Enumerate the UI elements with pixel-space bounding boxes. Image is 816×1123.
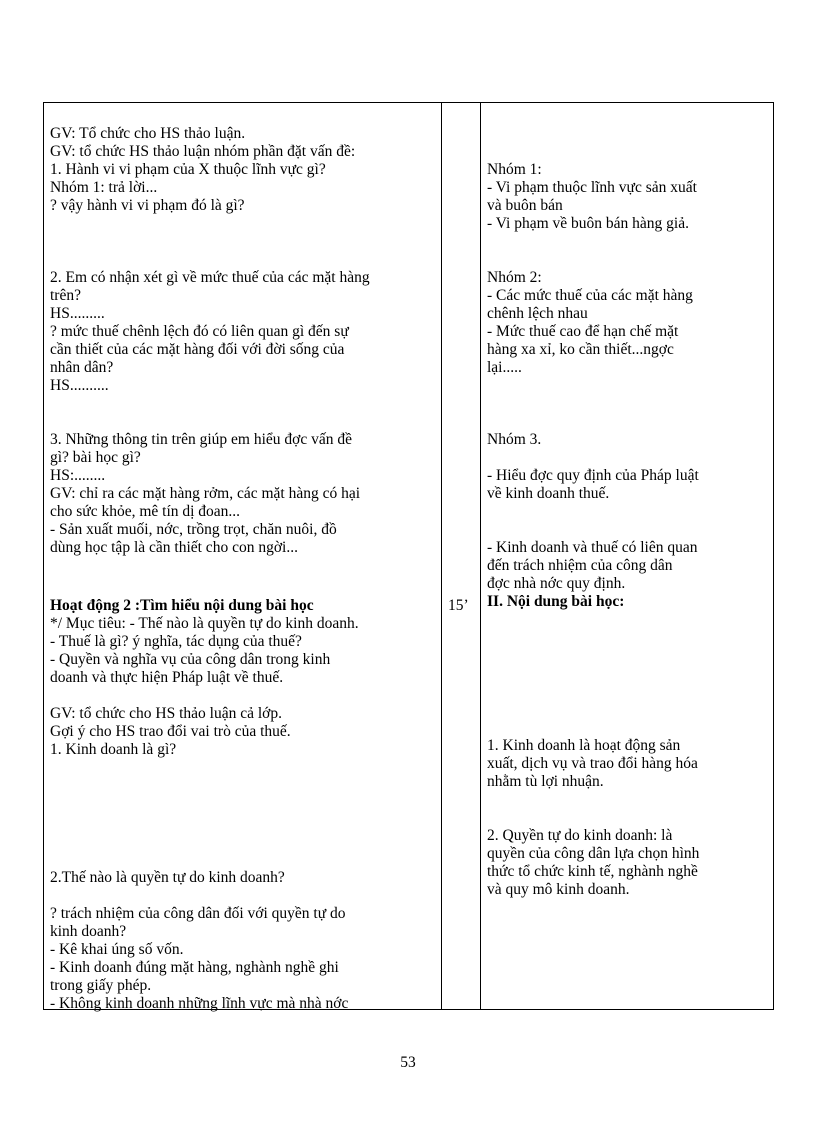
teacher-activity-line: - Kinh doanh đúng mặt hàng, nghành nghề ghi — [50, 959, 339, 976]
content-line: - Vi phạm về buôn bán hàng giả. — [487, 215, 689, 232]
content-line: - Hiểu đợc quy định của Pháp luật — [487, 467, 699, 484]
content-line: chênh lệch nhau — [487, 305, 588, 322]
content-line: đến trách nhiệm của công dân — [487, 557, 673, 574]
content-line: - Kinh doanh và thuế có liên quan — [487, 539, 698, 556]
teacher-activity-line: - Thuế là gì? ý nghĩa, tác dụng của thuế? — [50, 633, 302, 650]
teacher-activity-line: - Quyền và nghĩa vụ của công dân trong kinh — [50, 651, 331, 668]
teacher-activity-line: */ Mục tiêu: - Thế nào là quyền tự do kinh doanh. — [50, 615, 359, 632]
teacher-activity-line: GV: tổ chức HS thảo luận nhóm phần đặt vấn đề: — [50, 143, 356, 160]
content-line: nhằm tù lợi nhuận. — [487, 773, 604, 790]
content-line: Nhóm 2: — [487, 269, 542, 286]
teacher-activity-line: kinh doanh? — [50, 923, 127, 940]
content-line: đợc nhà nớc quy định. — [487, 575, 626, 592]
teacher-activity-line: HS:........ — [50, 467, 106, 484]
teacher-activity-line: gì? bài học gì? — [50, 449, 141, 466]
teacher-activity-line: ? vậy hành vi vi phạm đó là gì? — [50, 197, 245, 214]
content-line: về kinh doanh thuế. — [487, 485, 610, 502]
teacher-activity-line: 1. Hành vi vi phạm của X thuộc lĩnh vực gì? — [50, 161, 326, 178]
content-line: lại..... — [487, 359, 522, 376]
teacher-activity-line: Nhóm 1: trả lời... — [50, 179, 158, 196]
teacher-activity-line: 2. Em có nhận xét gì về mức thuế của các mặt hàng — [50, 269, 370, 286]
content-line: và buôn bán — [487, 197, 563, 214]
content-line: 1. Kinh doanh là hoạt động sản — [487, 737, 681, 754]
teacher-activity-line: 2.Thế nào là quyền tự do kinh doanh? — [50, 869, 285, 886]
teacher-activity-line: doanh và thực hiện Pháp luật về thuế. — [50, 669, 284, 686]
teacher-activity-line: HS.......... — [50, 377, 109, 394]
page-number: 53 — [400, 1054, 416, 1071]
content-line: Nhóm 1: — [487, 161, 542, 178]
teacher-activity-line: GV: Tổ chức cho HS thảo luận. — [50, 125, 246, 142]
teacher-activity-line: HS......... — [50, 305, 105, 322]
teacher-activity-line: Hoạt động 2 :Tìm hiểu nội dung bài học — [50, 597, 314, 614]
teacher-activity-line: trong giấy phép. — [50, 977, 152, 994]
content-column — [481, 103, 774, 1010]
time-column — [442, 103, 481, 1010]
teacher-activity-line: GV: chỉ ra các mặt hàng rởm, các mặt hàng có hại — [50, 485, 361, 502]
teacher-activity-line: - Kê khai úng số vốn. — [50, 941, 184, 958]
content-line: quyền của công dân lựa chọn hình — [487, 845, 700, 862]
time-line: 15’ — [448, 597, 469, 614]
teacher-activity-line: - Sản xuất muối, nớc, trồng trọt, chăn nuôi, đồ — [50, 521, 337, 538]
content-line: II. Nội dung bài học: — [487, 593, 625, 610]
content-line: và quy mô kinh doanh. — [487, 881, 630, 898]
teacher-activity-line: cần thiết của các mặt hàng đối với đời sống của — [50, 341, 345, 358]
teacher-activity-line: GV: tổ chức cho HS thảo luận cả lớp. — [50, 705, 282, 722]
teacher-activity-line: nhân dân? — [50, 359, 114, 376]
teacher-activity-line: ? trách nhiệm của công dân đối với quyền tự do — [50, 905, 346, 922]
teacher-activity-line: 1. Kinh doanh là gì? — [50, 741, 177, 758]
teacher-activity-line: - Không kinh doanh những lĩnh vực mà nhà nớc — [50, 995, 349, 1012]
content-line: hàng xa xỉ, ko cần thiết...ngợc — [487, 341, 674, 358]
teacher-activity-line: dùng học tập là cần thiết cho con ngời... — [50, 539, 298, 556]
teacher-activity-line: trên? — [50, 287, 81, 304]
teacher-activity-line: 3. Những thông tin trên giúp em hiểu đợc vấn đề — [50, 431, 353, 448]
teacher-activity-line: cho sức khỏe, mê tín dị đoan... — [50, 503, 241, 520]
teacher-activity-line: Gợi ý cho HS trao đổi vai trò của thuế. — [50, 723, 291, 740]
content-line: xuất, dịch vụ và trao đổi hàng hóa — [487, 755, 698, 772]
content-line: 2. Quyền tự do kinh doanh: là — [487, 827, 673, 844]
content-line: Nhóm 3. — [487, 431, 542, 448]
content-line: thức tổ chức kinh tế, nghành nghề — [487, 863, 698, 880]
lesson-plan-table — [43, 102, 774, 1010]
teacher-activity-line: ? mức thuế chênh lệch đó có liên quan gì đến sự — [50, 323, 349, 340]
content-line: - Các mức thuế của các mặt hàng — [487, 287, 693, 304]
teacher-activity-column — [44, 103, 442, 1010]
content-line: - Mức thuế cao để hạn chế mặt — [487, 323, 679, 340]
content-line: - Vi phạm thuộc lĩnh vực sản xuất — [487, 179, 697, 196]
